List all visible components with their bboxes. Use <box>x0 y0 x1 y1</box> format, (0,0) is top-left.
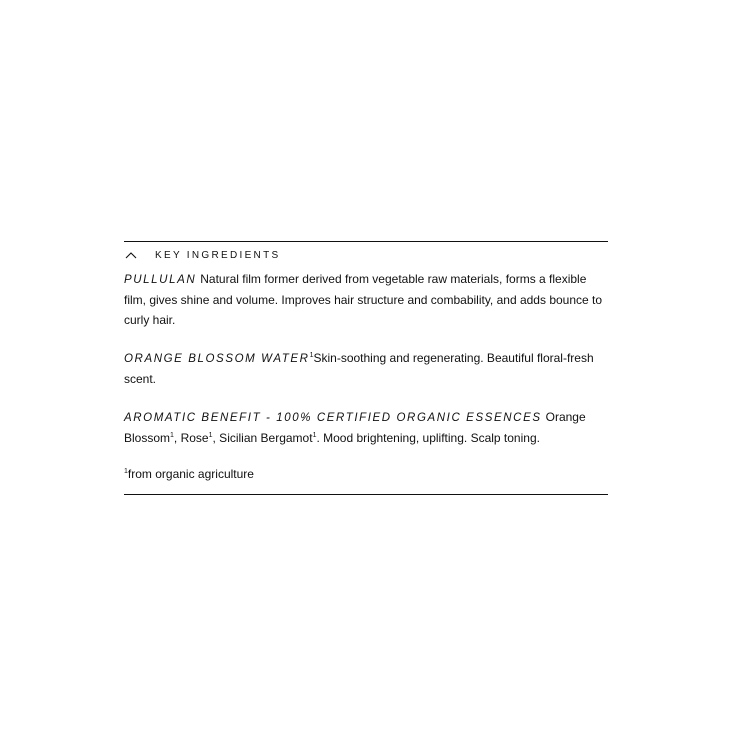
ingredient-name: AROMATIC BENEFIT - 100% CERTIFIED ORGANIC ESSENCES <box>124 412 542 424</box>
organic-mark: 1 <box>170 432 174 439</box>
section-title: KEY INGREDIENTS <box>155 250 281 261</box>
ingredient-orange-blossom-water <box>124 348 608 389</box>
bottom-divider <box>124 494 608 495</box>
ingredient-pullulan <box>124 269 608 330</box>
ingredient-name: ORANGE BLOSSOM WATER <box>124 353 310 365</box>
ingredient-description: Natural film former derived from vegetable raw materials, forms a flexible film, gives shine and volume. Improves hair structure and combability, and adds bounce to curly hair. <box>124 272 603 327</box>
footnote-mark: 1 <box>124 468 128 475</box>
key-ingredients-toggle[interactable] <box>124 242 608 269</box>
footnote-text: from organic agriculture <box>127 467 254 481</box>
footnote <box>124 464 608 484</box>
ingredient-description: Skin-soothing and regenerating. Beautiful floral-fresh scent. <box>124 351 594 386</box>
organic-mark: 1 <box>309 352 314 359</box>
ingredient-part: , Rose <box>173 431 209 445</box>
organic-mark: 1 <box>208 432 213 439</box>
key-ingredients-accordion <box>124 241 608 495</box>
accordion-content <box>124 269 608 484</box>
chevron-up-icon <box>124 249 138 263</box>
ingredient-aromatic-benefit <box>124 407 608 448</box>
ingredient-part: , Sicilian Bergamot <box>212 431 313 445</box>
ingredient-part: Orange Blossom <box>124 410 586 445</box>
organic-mark: 1 <box>312 432 317 439</box>
ingredient-part: . Mood brightening, uplifting. Scalp toning. <box>316 431 540 445</box>
ingredient-name: PULLULAN <box>124 274 197 286</box>
